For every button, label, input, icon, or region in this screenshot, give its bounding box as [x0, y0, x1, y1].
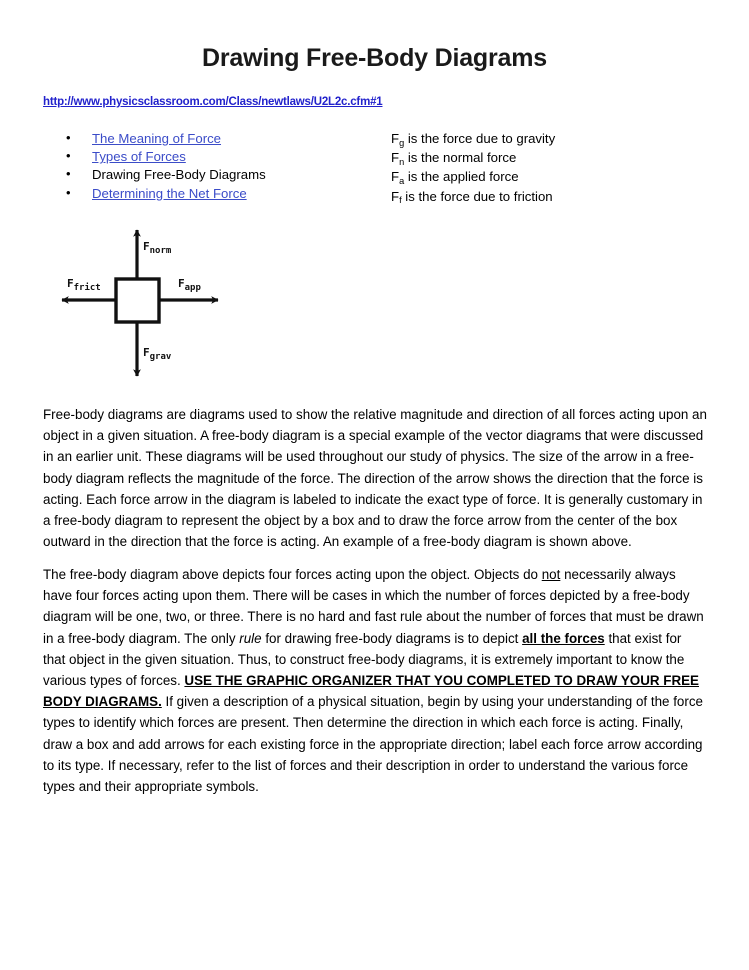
- force-subscript: g: [399, 137, 405, 148]
- force-subscript: n: [399, 156, 405, 167]
- force-key-row-normal: [391, 149, 721, 168]
- normal-force-label: [143, 240, 172, 256]
- sidebar-item-the-meaning-of-force[interactable]: The Meaning of Force: [92, 131, 222, 146]
- force-key-row-friction: [391, 188, 721, 207]
- emphasis-not: not: [541, 567, 561, 582]
- paragraph-rules: [43, 564, 707, 797]
- applied-force-label: [178, 277, 201, 293]
- free-body-diagram-svg: [40, 215, 300, 390]
- force-description: is the force due to gravity: [407, 131, 556, 146]
- emphasis-all-the-forces: all the forces: [522, 630, 605, 646]
- force-symbol: F: [391, 131, 400, 146]
- paragraph-definition: Free-body diagrams are diagrams used to show the relative magnitude and direction of all forces acting upon an object in a given situation. A free-body diagram is a special example of the vector diagrams that were discussed in an earlier unit. These diagrams will be used throughout our study of physics. The size of the arrow in a free-body diagram reflects the magnitude of the force. The direction of the arrow shows the direction that the force is acting. Each force arrow in the diagram is labeled to indicate the exact type of force. It is generally customary in a free-body diagram to represent the object by a box and to draw the force arrow from the center of the box outward in the direction that the force is acting. An example of a free-body diagram is shown above.: [43, 407, 707, 550]
- gravity-force-label: [143, 346, 172, 362]
- force-description: is the applied force: [407, 169, 519, 185]
- force-symbol: F: [391, 188, 400, 204]
- force-key-row-gravity: [391, 130, 721, 149]
- paragraph-rules-part5: If given a description of a physical situation, begin by using your understanding of the force types to identify which forces are present. Then determine the direction in which each force is acting. Finally, draw a box and add arrows for each existing force in the appropriate direction; label each force arrow according to its type. If necessary, refer to the list of forces and their description in order to understand the various force types and their appropriate symbols.: [43, 694, 703, 795]
- emphasis-rule: rule: [239, 630, 262, 646]
- gravity-force-label-subscript: grav: [149, 352, 172, 362]
- paragraph-rules-part4: that exist for that object in the given situation. Thus, to construct free-body diagrams, it is extremely important to know the various types of forces.: [43, 630, 685, 689]
- list-item: [60, 185, 380, 203]
- page-title: Drawing Free-Body Diagrams: [202, 44, 547, 72]
- force-symbol: F: [391, 150, 400, 166]
- paragraph-rules-part2: necessarily always have four forces acting upon them. There will be cases in which the number of forces depicted by a free-body diagram will be one, two, or three. There is no hard and fast rule about the number of forces that must be drawn in a free-body diagram. The only: [43, 567, 704, 646]
- friction-force-label-symbol: F: [67, 277, 74, 290]
- paragraph-rules-part1: The free-body diagram above depicts four forces acting upon the object. Objects do: [43, 567, 542, 582]
- force-symbol-key: [391, 130, 721, 207]
- sidebar-item-types-of-forces[interactable]: Types of Forces: [92, 149, 186, 165]
- force-symbol: F: [391, 169, 400, 185]
- applied-force-label-symbol: F: [178, 277, 185, 290]
- free-body-diagram-figure: [40, 215, 300, 390]
- friction-force-label: [67, 277, 101, 293]
- emphasis-graphic-organizer-instruction: USE THE GRAPHIC ORGANIZER THAT YOU COMPLETED TO DRAW YOUR FREE BODY DIAGRAMS.: [43, 673, 699, 710]
- normal-force-label-subscript: norm: [149, 246, 172, 256]
- force-description: is the force due to friction: [405, 188, 553, 204]
- friction-force-label-subscript: frict: [73, 283, 101, 293]
- sidebar-item-determining-the-net-force[interactable]: Determining the Net Force: [92, 185, 247, 201]
- source-url-link[interactable]: http://www.physicsclassroom.com/Class/newtlaws/U2L2c.cfm#1: [43, 96, 383, 108]
- list-item: [60, 166, 380, 184]
- list-item: [60, 130, 380, 148]
- normal-force-label-symbol: F: [143, 240, 150, 253]
- gravity-force-label-symbol: F: [143, 346, 150, 359]
- list-item: [60, 148, 380, 166]
- object-box: [116, 279, 159, 322]
- force-subscript: a: [399, 175, 405, 186]
- force-key-row-applied: [391, 168, 721, 187]
- applied-force-label-subscript: app: [184, 283, 201, 293]
- force-subscript: f: [399, 195, 402, 206]
- paragraph-rules-part3: for drawing free-body diagrams is to depict: [261, 630, 523, 646]
- force-description: is the normal force: [407, 150, 517, 166]
- navigation-link-list: [60, 130, 380, 203]
- sidebar-item-drawing-free-body-diagrams-current: Drawing Free-Body Diagrams: [92, 167, 266, 183]
